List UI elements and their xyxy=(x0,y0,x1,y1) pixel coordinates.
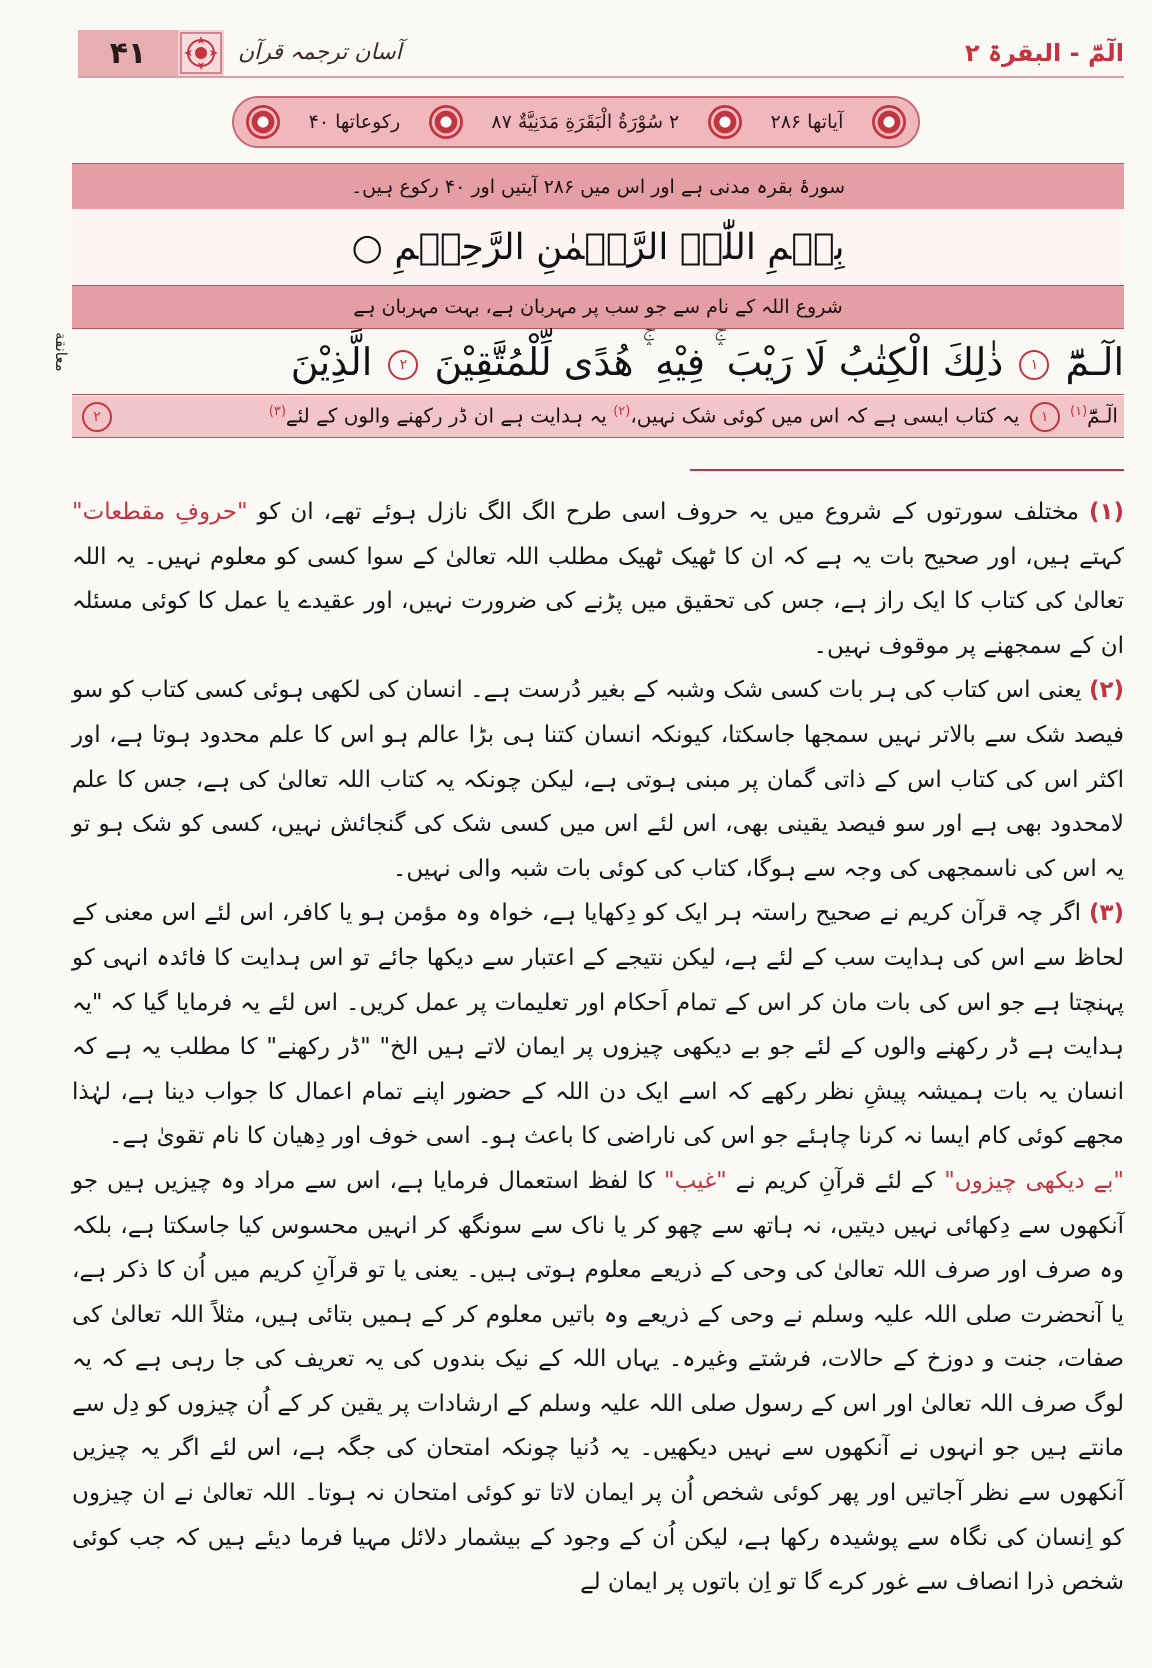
running-title: الٓمّٓ - البقرۃ ۲ xyxy=(964,39,1124,67)
rosette-icon xyxy=(708,105,742,139)
note-2 xyxy=(72,668,1124,891)
arabic-verse-line xyxy=(72,330,1124,395)
rosette-icon xyxy=(872,105,906,139)
note-text: اگر چہ قرآن کریم نے صحیح راستہ ہر ایک کو دِکھایا ہے، خواہ وہ مؤمن ہو یا کافر، اس لئے اس معنی کے لحاظ سے اس کی ہدایت سب کے لئے ہے، لیکن نتیجے کے اعتبار سے دیکھا جائے تو اس ہدایت کا فائدہ انہی کو پہنچتا ہے جو اس کی بات مان کر اس کے تمام اَحکام اور تعلیمات پر عمل کریں۔ اس لئے یہ فرمایا گیا کہ "یہ ہدایت ہے ڈر رکھنے والوں کے لئے جو بے دیکھی چیزوں پر ایمان لاتے ہیں الخ" "ڈر رکھنے" کا مطلب یہ ہے کہ انسان یہ بات ہمیشہ پیشِ نظر رکھے کہ اسے ایک دن اللہ کے حضور اپنے تمام اعمال کا جواب دینا ہے، لہٰذا مجھے کوئی کام ایسا نہ کرنا چاہئے جو اس کی ناراضی کا باعث ہو۔ اسی خوف اور دِھیان کا نام تقویٰ ہے۔ xyxy=(72,900,1124,1150)
verse-part: الَّذِيْنَ xyxy=(290,339,373,384)
translation-part: الٓـمّٓ xyxy=(1087,403,1118,427)
ayah-number-icon: ٢ xyxy=(82,402,112,432)
section-divider xyxy=(690,469,1124,471)
highlighted-term: "غیب" xyxy=(664,1167,727,1194)
note-number: (۱) xyxy=(1088,499,1125,525)
note-text: مختلف سورتوں کے شروع میں یہ حروف اسی طرح الگ الگ نازل ہوئے تھے، ان کو xyxy=(247,499,1079,525)
note-text: یعنی اس کتاب کی ہر بات کسی شک وشبہ کے بغیر دُرست ہے۔ انسان کی لکھی ہوئی کسی کتاب کو سو فیصد شک سے بالاتر نہیں سمجھا جاسکتا، کیونکہ انسان کتنا ہی بڑا عالم ہو اس کا علم محدود ہوتا ہے، اور اکثر اس کی کتاب اس کے ذاتی گمان پر مبنی ہوتی ہے، لیکن چونکہ یہ کتاب اللہ تعالیٰ کی ہے، جس کا علم لامحدود بھی ہے اور سو فیصد یقینی بھی، اس لئے اس میں کسی شک کی گنجائش نہیں، کسی کو شک ہو تو یہ اس کی ناسمجھی کی وجہ سے ہوگا، کتاب کی کوئی بات شبہ والی نہیں۔ xyxy=(72,677,1124,882)
note-3-continued xyxy=(72,1159,1124,1605)
translation-part: یہ ہدایت ہے ان ڈر رکھنے والوں کے لئے xyxy=(285,403,607,427)
page-number: ۴۱ xyxy=(78,30,180,76)
page-header xyxy=(78,30,1124,78)
highlighted-term: "حروفِ مقطعات" xyxy=(72,499,248,525)
footnote-marker: (۳) xyxy=(268,403,286,419)
note-3 xyxy=(72,891,1124,1159)
bismillah: بِسۡمِ اللّٰہِ الرَّحۡمٰنِ الرَّحِیۡمِ ○ xyxy=(72,209,1124,286)
verse-translation-line xyxy=(72,396,1124,438)
verse-text xyxy=(291,340,1124,385)
rosette-icon xyxy=(246,105,280,139)
book-title: آسان ترجمہ قرآن xyxy=(238,40,402,65)
bismillah-translation: شروع اللہ کے نام سے جو سب پر مہربان ہے، بہت مہربان ہے xyxy=(72,286,1124,329)
note-text: کا لفظ استعمال فرمایا ہے، اس سے مراد وہ چیزیں ہیں جو آنکھوں سے دِکھائی نہیں دیتیں، نہ ہاتھ سے چھو کر یا ناک سے سونگھ کر انہیں محسوس کیا جاسکتا ہے، بلکہ وہ صرف اور صرف اللہ تعالیٰ کی وحی کے ذریعے معلوم ہوتی ہیں۔ یعنی یا تو قرآنِ کریم میں اُن کا ذکر ہے، یا آنحضرت صلی اللہ علیہ وسلم نے وحی کے ذریعے وہ باتیں معلوم کر کے ہمیں بتائی ہیں، مثلاً اللہ تعالیٰ کی صفات، جنت و دوزخ کے حالات، فرشتے وغیرہ۔ یہاں اللہ کے نیک بندوں کی یہ تعریف کی جا رہی ہے کہ یہ لوگ صرف اللہ تعالیٰ اور اس کے رسول صلی اللہ علیہ وسلم کے ارشادات پر یقین کر کے اُن چیزوں کو دِل سے مانتے ہیں جو انہوں نے آنکھوں سے نہیں دیکھیں۔ یہ دُنیا چونکہ امتحان کی جگہ ہے، اس لئے اگر یہ چیزیں آنکھوں سے نظر آجاتیں اور پھر کوئی شخص اُن پر ایمان لاتا تو کوئی امتحان نہ ہوتا۔ اللہ تعالیٰ نے ان چیزوں کو اِنسان کی نگاہ سے پوشیدہ رکھا ہے، لیکن اُن کے وجود کے بیشمار دلائل مہیا فرما دیئے ہیں کہ جب کوئی شخص ذرا انصاف سے غور کرے گا تو اِن باتوں پر ایمان لے xyxy=(72,1167,1124,1596)
rosette-icon xyxy=(429,105,463,139)
commentary xyxy=(72,490,1124,1605)
translation-part: یہ کتاب ایسی ہے کہ اس میں کوئی شک نہیں، xyxy=(630,403,1020,427)
side-marker: معانقة xyxy=(52,332,70,372)
footnote-marker: (۱) xyxy=(1070,403,1088,419)
verse-part: الٓـمّٓ xyxy=(1065,339,1124,384)
translation-text xyxy=(269,402,1118,432)
ayah-number-icon: ١ xyxy=(1030,402,1060,432)
surah-info-bar xyxy=(232,96,920,148)
footnote-marker: (۲) xyxy=(613,403,631,419)
note-number: (۲) xyxy=(1088,677,1125,704)
ruku-count: رکوعاتها ۴۰ xyxy=(308,111,401,133)
note-1 xyxy=(72,490,1124,668)
verse-part: ذٰلِكَ الْكِتٰبُ لَا رَيْبَ ۛۚ فِيْهِ ۛۚ هُدًى لِّلْمُتَّقِيْنَ xyxy=(434,339,1004,384)
note-number: (۳) xyxy=(1088,900,1125,927)
ayah-number-icon: ٢ xyxy=(388,350,418,380)
ayat-count: آیاتها ۲۸۶ xyxy=(770,111,844,133)
ayah-number-icon: ١ xyxy=(1019,350,1049,380)
ornament-icon xyxy=(178,30,224,76)
surah-intro: سورۂ بقرہ مدنی ہے اور اس میں ۲۸۶ آیتیں اور ۴۰ رکوع ہیں۔ xyxy=(72,163,1124,211)
highlighted-term: "بے دیکھی چیزوں" xyxy=(944,1167,1124,1194)
surah-name: ۲ سُوْرَةُ الْبَقَرَةِ مَدَنِيَّةٌ ۸۷ xyxy=(491,111,680,133)
note-text: کہتے ہیں، اور صحیح بات یہ ہے کہ ان کا ٹھیک ٹھیک مطلب اللہ تعالیٰ کے سوا کسی کو معلوم نہیں۔ یہ اللہ تعالیٰ کی کتاب کا ایک راز ہے، جس کی تحقیق میں پڑنے کی ضرورت نہیں، اور عقیدے یا عمل کا کوئی مسئلہ ان کے سمجھنے پر موقوف نہیں۔ xyxy=(72,543,1124,659)
note-text: کے لئے قرآنِ کریم نے xyxy=(726,1167,945,1194)
